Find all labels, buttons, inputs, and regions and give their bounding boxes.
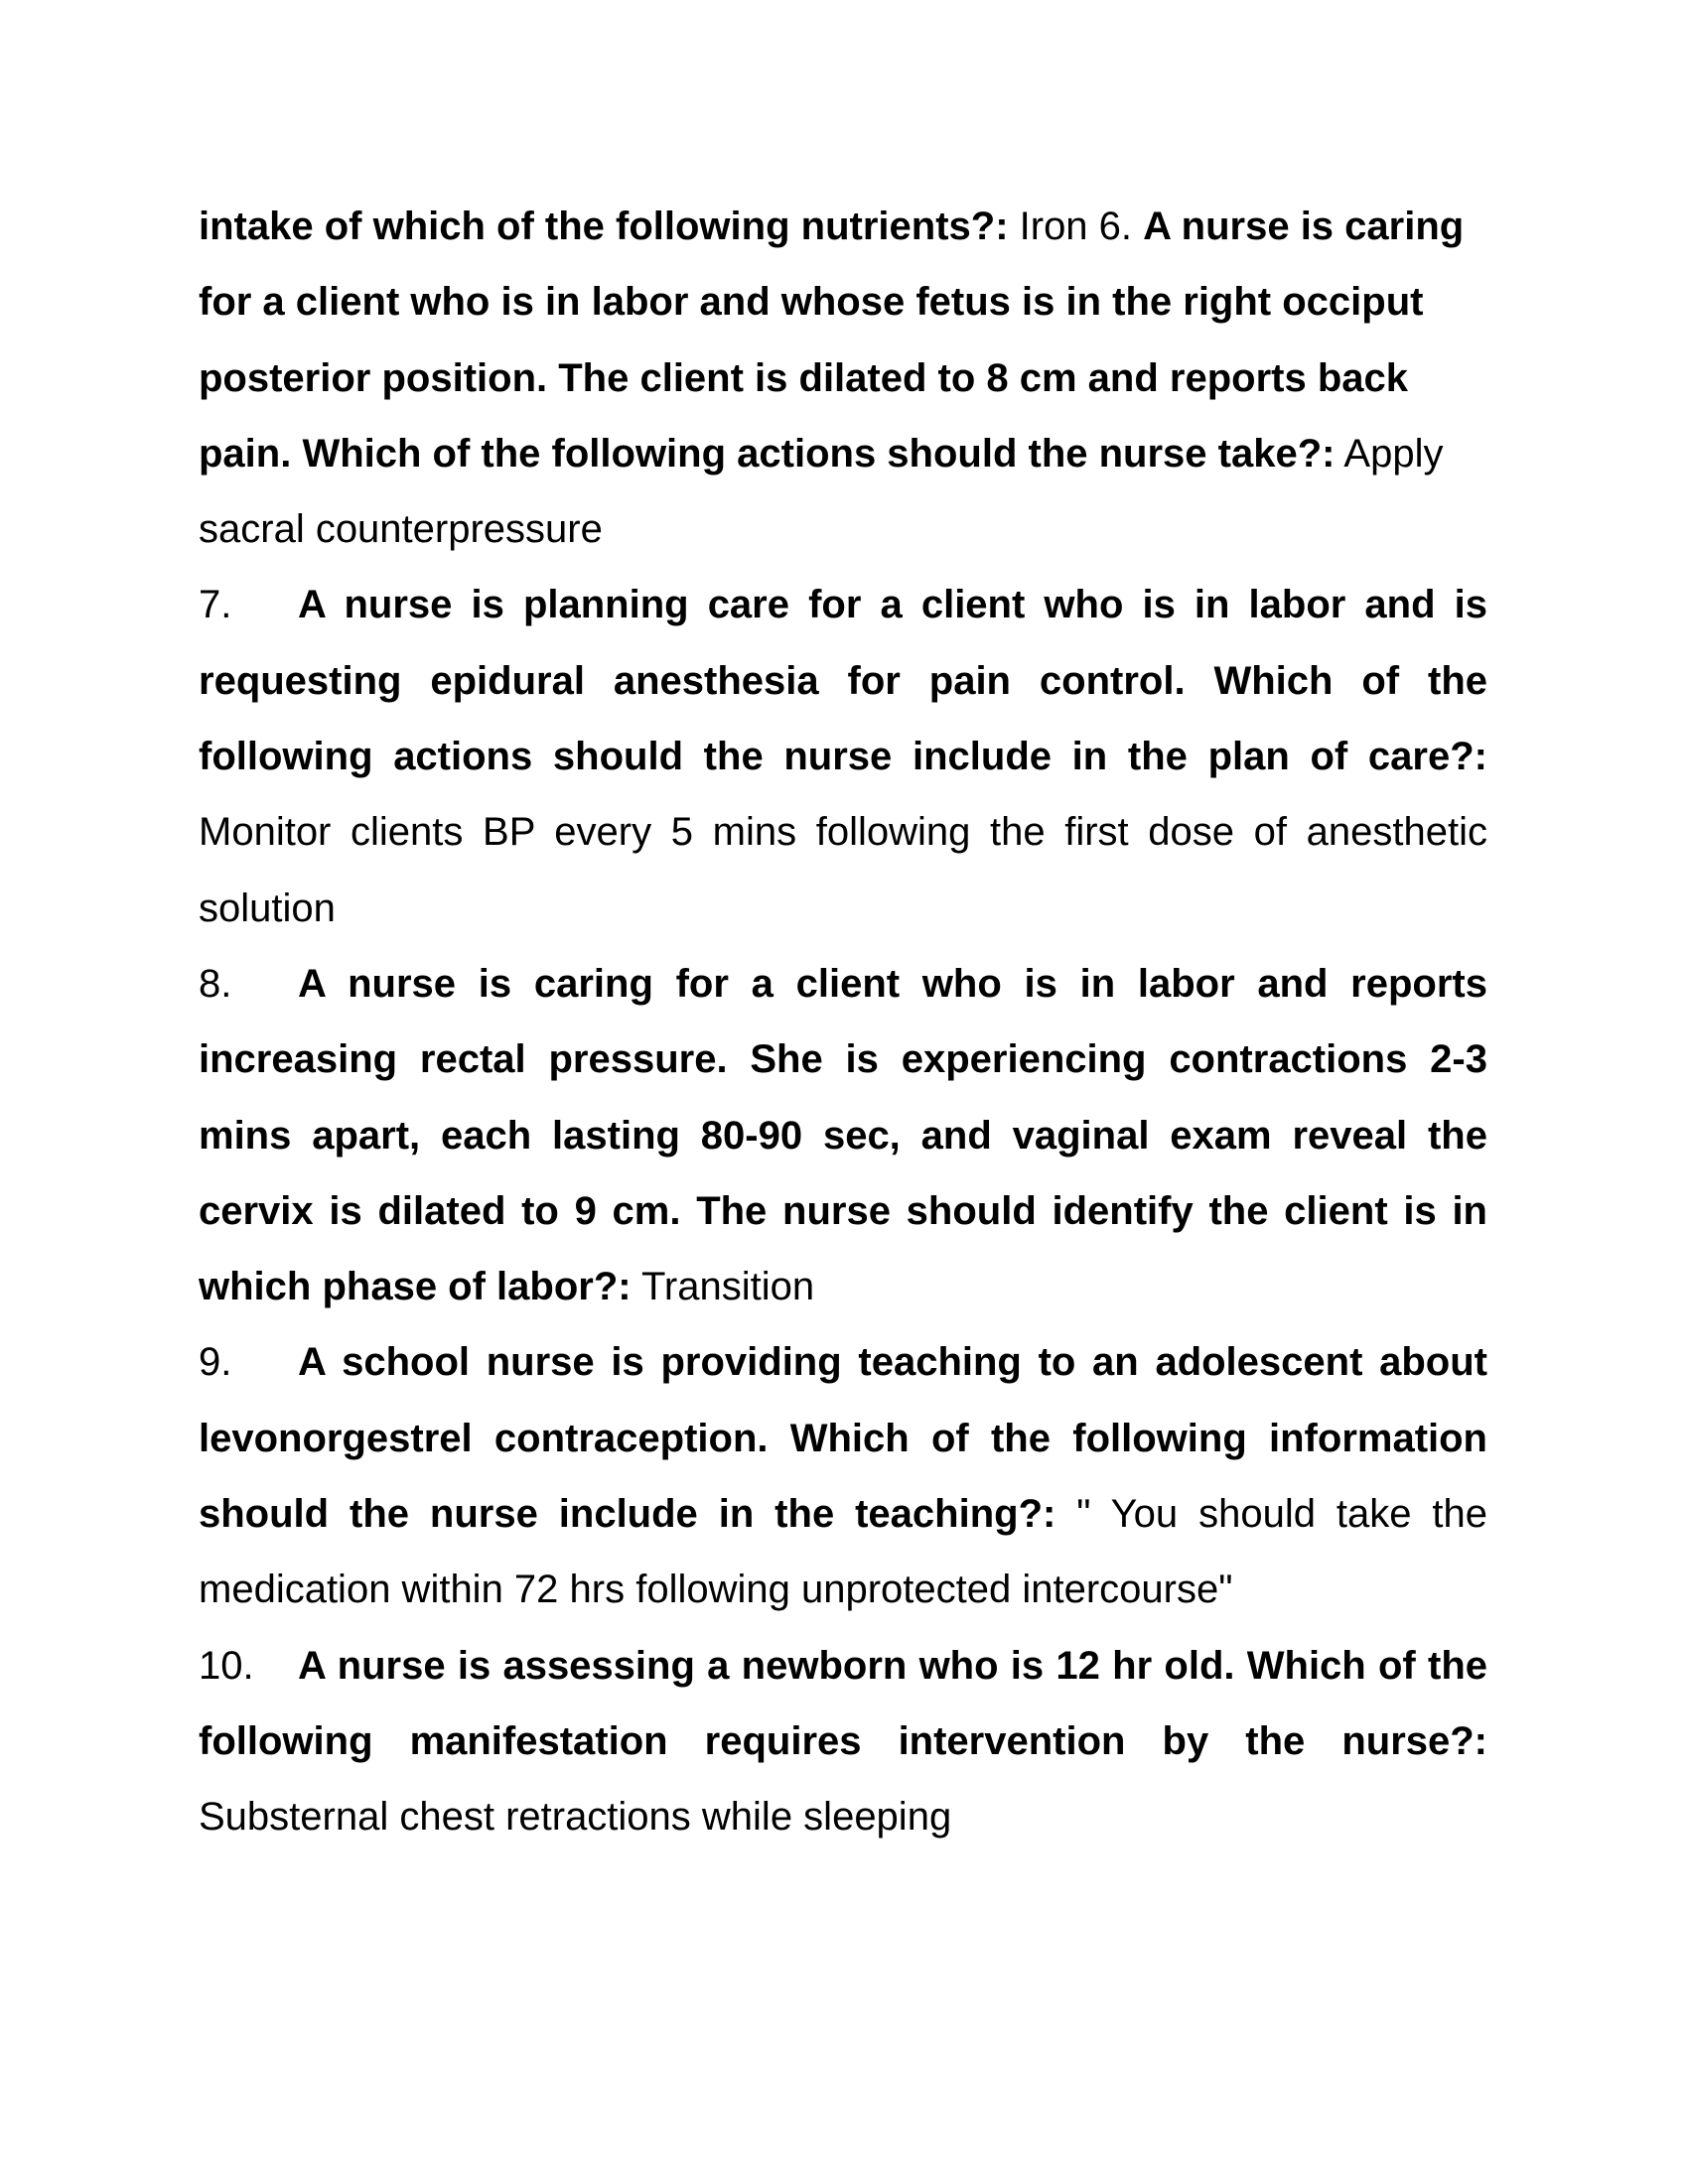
- answer-text: Substernal chest retractions while sleeping: [199, 1795, 952, 1840]
- question-item-9: [199, 1324, 1487, 1627]
- question-number: 8.: [199, 961, 232, 1006]
- question-text: A nurse is assessing a newborn who is 12 hr old. Which of the following manifestation requires intervention by the nurse?:: [199, 1643, 1487, 1763]
- question-number: 7.: [199, 583, 232, 627]
- question-item-8: [199, 946, 1487, 1324]
- question-text-6: A nurse is caring for a client who is in labor and whose fetus is in the right occiput posterior position. The client is dilated to 8 cm and reports back pain. Which of the following actions should the nurse take?:: [199, 205, 1465, 476]
- answer-text: Transition: [631, 1265, 815, 1309]
- question-number: 10.: [199, 1643, 254, 1688]
- question-number: 9.: [199, 1340, 232, 1385]
- question-item-7: [199, 567, 1487, 945]
- question-text: A school nurse is providing teaching to an adolescent about levonorgestrel contraception. Which of the following information should the nurse include in the teaching?:: [199, 1340, 1487, 1537]
- question-item-10: [199, 1628, 1487, 1855]
- continuation-paragraph: [199, 189, 1487, 567]
- answer-text: Monitor clients BP every 5 mins following the first dose of anesthetic solution: [199, 810, 1487, 930]
- question-text: A nurse is caring for a client who is in labor and reports increasing rectal pressure. She is experiencing contractions 2-3 mins apart, each lasting 80-90 sec, and vaginal exam reveal the cervix is dilated to 9 cm. The nurse should identify the client is in which phase of labor?:: [199, 961, 1487, 1309]
- question-text: A nurse is planning care for a client who is in labor and is requesting epidural anesthesia for pain control. Which of the following actions should the nurse include in the plan of care?:: [199, 583, 1487, 779]
- question-tail: intake of which of the following nutrients?:: [199, 205, 1009, 248]
- answer-text: Iron 6.: [1008, 205, 1144, 248]
- document-page: [199, 189, 1487, 1855]
- answer-text-6: Apply sacral counterpressure: [199, 431, 1444, 552]
- answer-text: " You should take the medication within 72 hrs following unprotected intercourse": [199, 1492, 1488, 1612]
